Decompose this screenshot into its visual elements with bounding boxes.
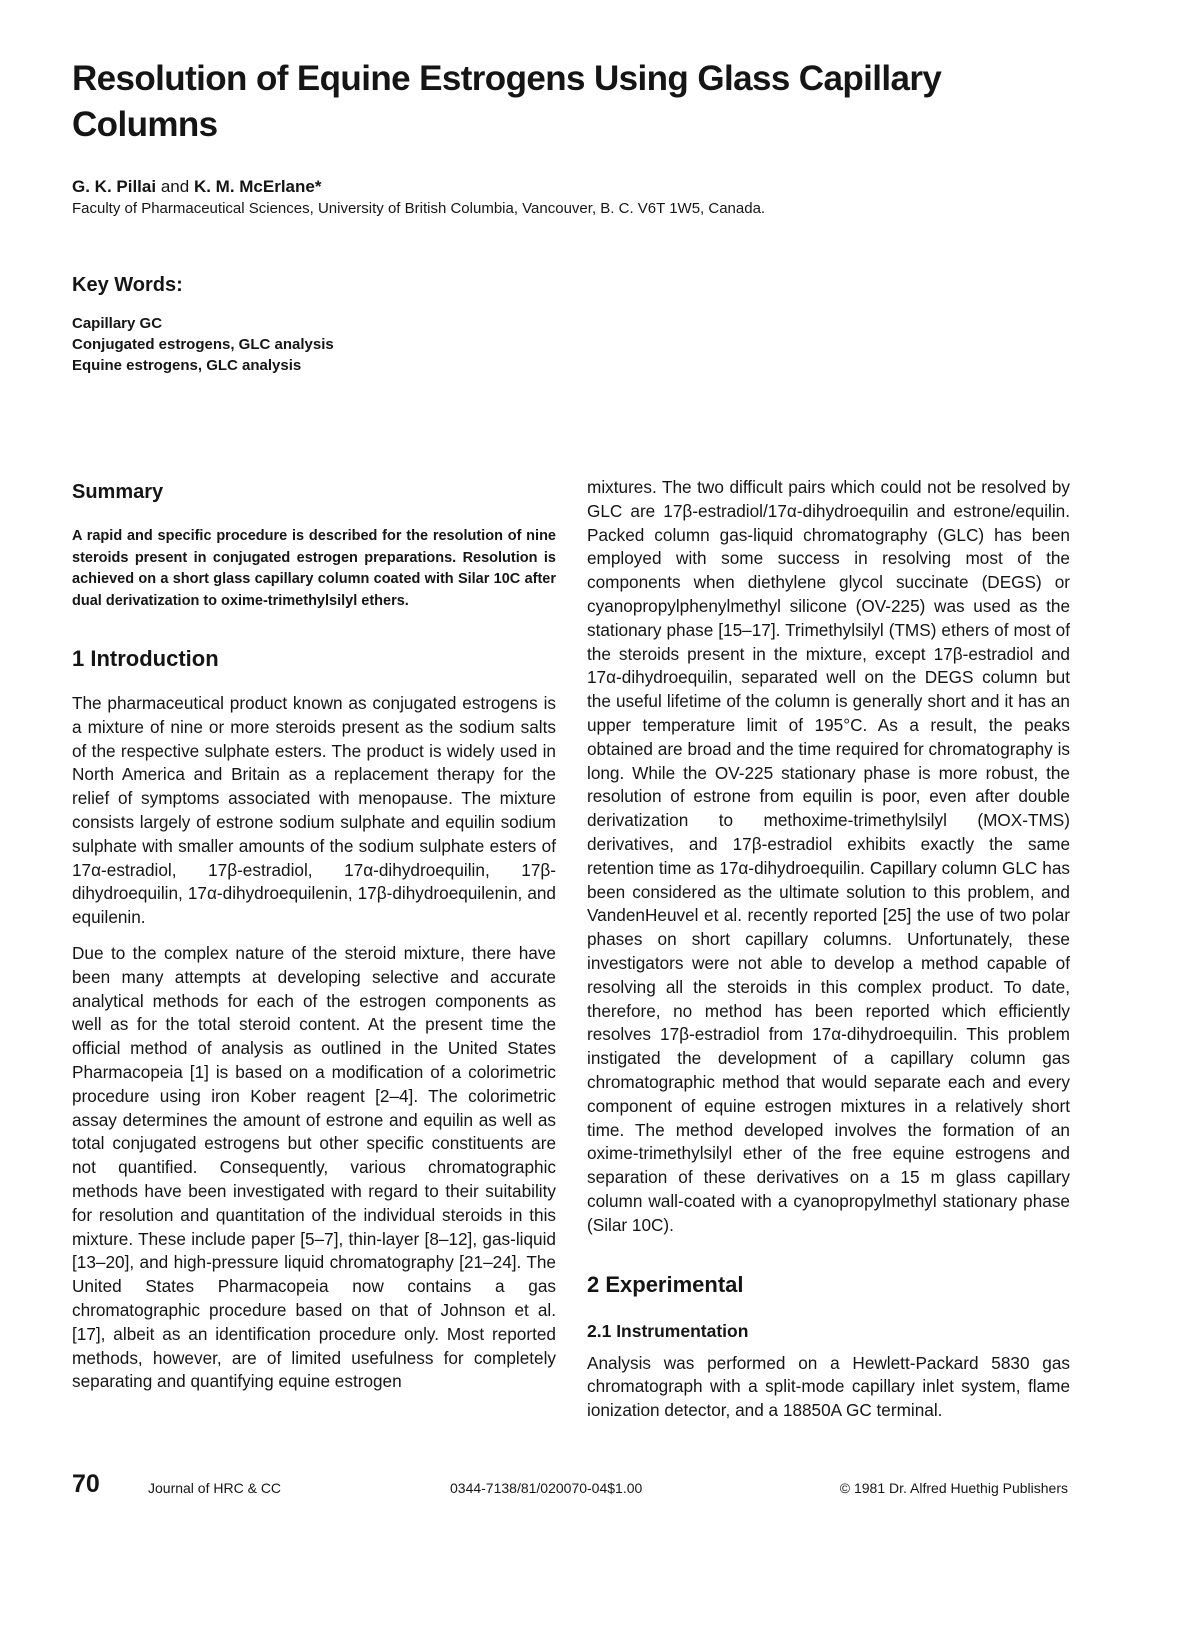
- body-paragraph: The pharmaceutical product known as conjugated estrogens is a mixture of nine or more steroids present as the sodium salts of the respective sulphate esters. The product is widely used in North America and Britain as a replacement therapy for the relief of symptoms associated with menopause. The mixture consists largely of estrone sodium sulphate and equilin sodium sulphate with smaller amounts of the sodium sulphate esters of 17α-estradiol, 17β-estradiol, 17α-dihydroequilin, 17β-dihydroequilin, 17α-dihydroequilenin, 17β-dihydroequilenin, and equilenin.: [72, 693, 556, 928]
- page-footer: [0, 1470, 1200, 1510]
- introduction-heading: 1 Introduction: [72, 646, 219, 671]
- body-paragraph: mixtures. The two difficult pairs which could not be resolved by GLC are 17β-estradiol/17α-dihydroequilin and estrone/equilin. Packed column gas-liquid chromatography (GLC) has been employed with some success in resolving most of the components when diethylene glycol succinate (DEGS) or cyanopropylphenylmethyl silicone (OV-225) was used as the stationary phase [15–17]. Trimethylsilyl (TMS) ethers of most of the steroids present in the mixture, except 17β-estradiol and 17α-dihydroequilin, separated well on the DEGS column but the useful lifetime of the column is generally short and it has an upper temperature limit of 195°C. As a result, the peaks obtained are broad and the time required for chromatography is long. While the OV-225 stationary phase is more robust, the resolution of estrone from equilin is poor, even after double derivatization to methoxime-trimethylsilyl (MOX-TMS) derivatives, and 17β-estradiol exhibits exactly the same retention time as 17α-dihydroequilin. Capillary column GLC has been considered as the ultimate solution to this problem, and VandenHeuvel et al. recently reported [25] the use of two polar phases on short capillary columns. Unfortunately, these investigators were not able to develop a method capable of resolving all the steroids in this complex product. To date, therefore, no method has been reported which efficiently resolves 17β-estradiol from 17α-dihydroequilin. This problem instigated the development of a capillary column gas chromatographic method that would separate each and every component of equine estrogen mixtures in a relatively short time. The method developed involves the formation of an oxime-trimethylsilyl ether of the free equine estrogens and separation of these derivatives on a 15 m glass capillary column wall-coated with a cyanopropylmethyl stationary phase (Silar 10C).: [587, 477, 1070, 1235]
- summary-text: A rapid and specific procedure is described for the resolution of nine steroids present in conjugated estrogen preparations. Resolution is achieved on a short glass capillary column coated with Silar 10C after dual derivatization to oxime-trimethylsilyl ethers.: [72, 528, 556, 609]
- keywords-heading: Key Words:: [72, 274, 183, 296]
- keyword-item: Conjugated estrogens, GLC analysis: [72, 336, 334, 353]
- right-column: [587, 477, 1070, 1435]
- page-number: 70: [72, 1470, 100, 1498]
- article-code: 0344-7138/81/020070-04$1.00: [450, 1480, 643, 1496]
- body-paragraph: Due to the complex nature of the steroid mixture, there have been many attempts at developing selective and accurate analytical methods for each of the estrogen components as well as for the total steroid content. At the present time the official method of analysis as outlined in the United States Pharmacopeia [1] is based on a modification of a colorimetric procedure using iron Kober reagent [2–4]. The colorimetric assay determines the amount of estrone and equilin as well as total conjugated estrogens but other specific constituents are not quantified. Consequently, various chromatographic methods have been investigated with regard to their suitability for resolution and quantitation of the individual steroids in this mixture. These include paper [5–7], thin-layer [8–12], gas-liquid [13–20], and high-pressure liquid chromatography [21–24]. The United States Pharmacopeia now contains a gas chromatographic procedure based on that of Johnson et al. [17], albeit as an identification procedure only. Most reported methods, however, are of limited usefulness for completely separating and quantifying equine estrogen: [72, 942, 556, 1392]
- author-connector: and: [160, 177, 190, 196]
- author-affiliation: Faculty of Pharmaceutical Sciences, University of British Columbia, Vancouver, B. C. V6T 1W5, Canada.: [72, 200, 766, 217]
- experimental-heading: 2 Experimental: [587, 1271, 744, 1297]
- copyright-notice: © 1981 Dr. Alfred Huethig Publishers: [839, 1480, 1068, 1496]
- journal-name: Journal of HRC & CC: [148, 1480, 282, 1496]
- keyword-item: Capillary GC: [72, 315, 163, 332]
- author-line: [72, 176, 321, 198]
- body-paragraph: Analysis was performed on a Hewlett-Packard 5830 gas chromatograph with a split-mode capillary inlet system, flame ionization detector, and a 18850A GC terminal.: [587, 1352, 1070, 1421]
- author-name: K. M. McErlane*: [193, 177, 322, 196]
- summary-heading: Summary: [72, 481, 164, 503]
- keywords-list: [72, 313, 334, 376]
- keyword-item: Equine estrogens, GLC analysis: [72, 357, 302, 374]
- left-column: [72, 480, 556, 1406]
- paper-title: Resolution of Equine Estrogens Using Glass Capillary Columns: [72, 59, 942, 144]
- author-name: G. K. Pillai: [72, 177, 157, 196]
- instrumentation-heading: 2.1 Instrumentation: [587, 1320, 749, 1341]
